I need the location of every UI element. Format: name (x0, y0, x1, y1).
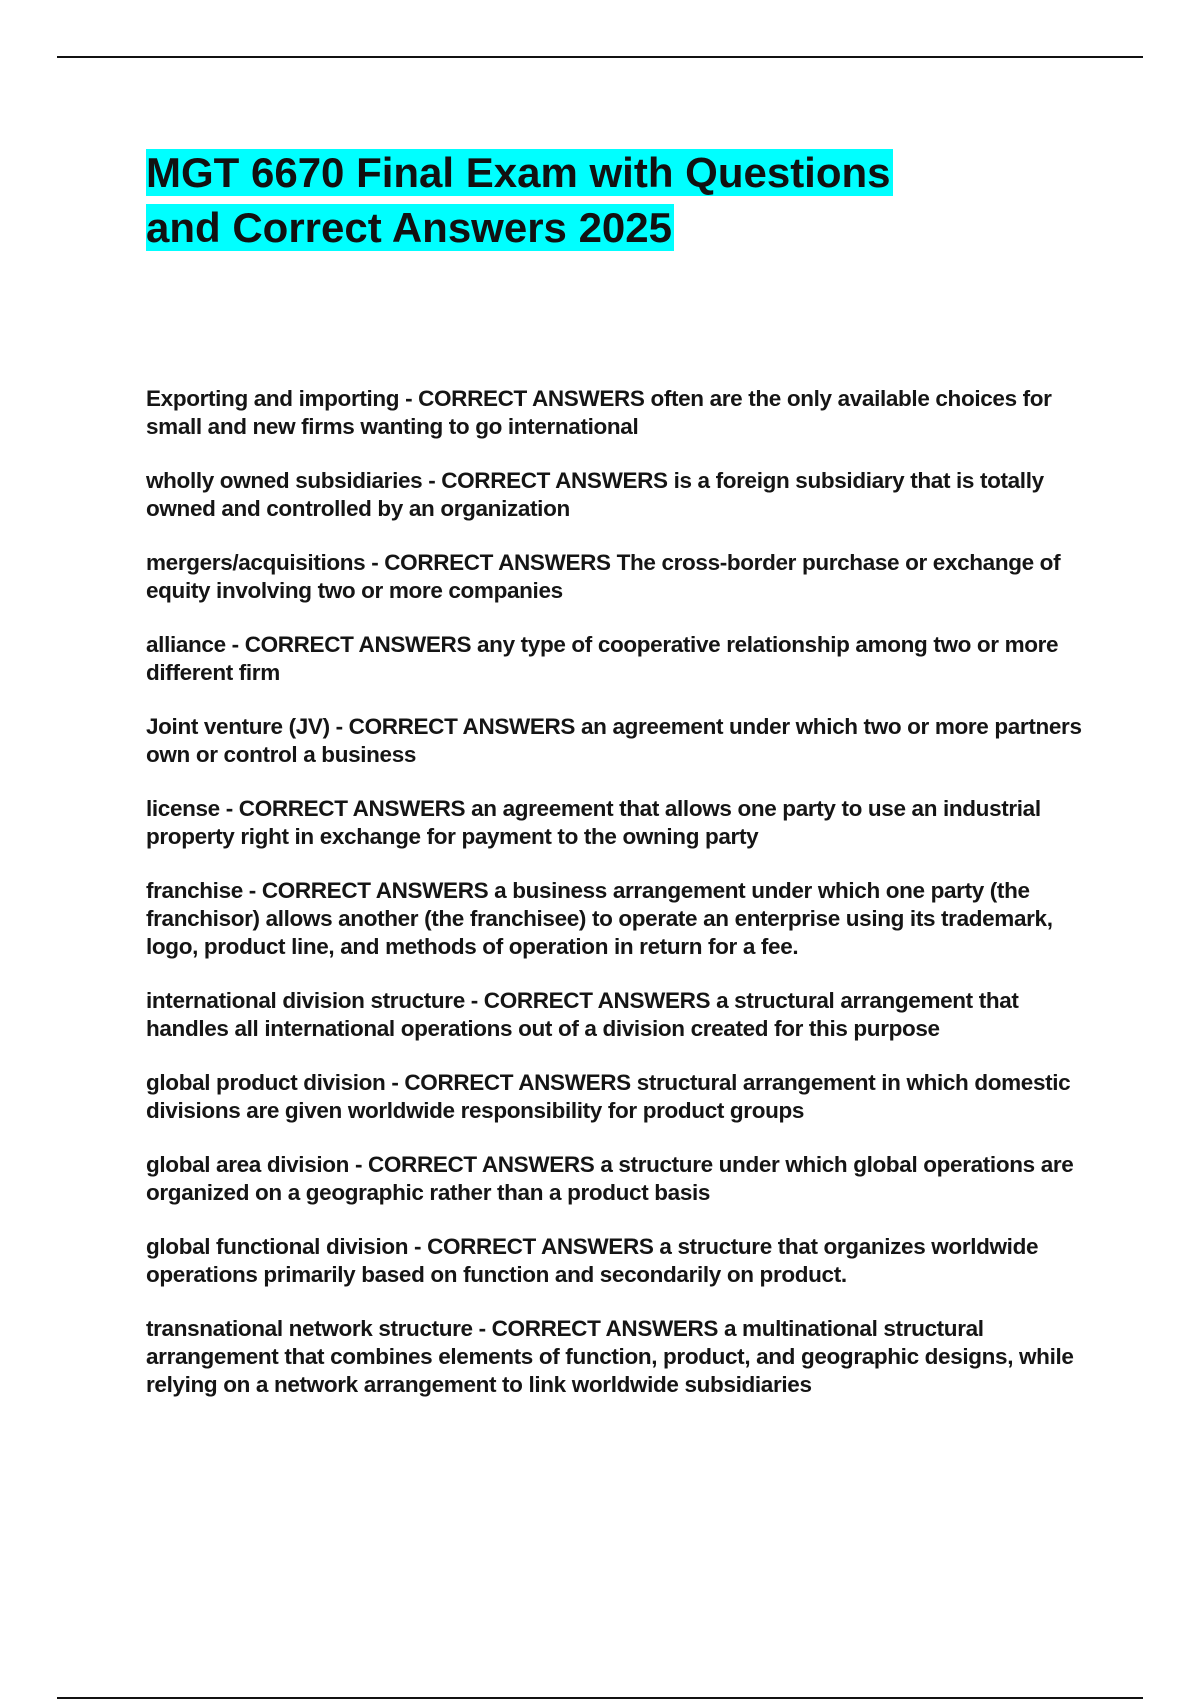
qa-entry: franchise - CORRECT ANSWERS a business arrangement under which one party (the franchisor) allows another (the franchisee) to operate an enterprise using its trademark, logo, product line, and methods of operation in return for a fee. (146, 878, 1053, 959)
title-line-2: and Correct Answers 2025 (146, 204, 673, 251)
qa-entry: alliance - CORRECT ANSWERS any type of cooperative relationship among two or more different firm (146, 632, 1059, 685)
top-divider (57, 56, 1143, 58)
qa-entry: wholly owned subsidiaries - CORRECT ANSWERS is a foreign subsidiary that is totally owned and controlled by an organization (146, 468, 1044, 521)
qa-entry: global product division - CORRECT ANSWERS structural arrangement in which domestic divisions are given worldwide responsibility for product groups (146, 1070, 1071, 1123)
qa-entry: global area division - CORRECT ANSWERS a structure under which global operations are organized on a geographic rather than a product basis (146, 1152, 1074, 1205)
qa-entry: transnational network structure - CORRECT ANSWERS a multinational structural arrangement that combines elements of function, product, and geographic designs, while relying on a network arrangement to link worldwide subsidiaries (146, 1316, 1074, 1397)
qa-entry: Joint venture (JV) - CORRECT ANSWERS an agreement under which two or more partners own or control a business (146, 714, 1082, 767)
title-line-1: MGT 6670 Final Exam with Questions (146, 149, 891, 196)
document-title (146, 145, 1006, 255)
qa-entry: mergers/acquisitions - CORRECT ANSWERS The cross-border purchase or exchange of equity involving two or more companies (146, 550, 1061, 603)
qa-entry: global functional division - CORRECT ANSWERS a structure that organizes worldwide operations primarily based on function and secondarily on product. (146, 1234, 1039, 1287)
bottom-divider (57, 1697, 1143, 1699)
qa-entry: license - CORRECT ANSWERS an agreement that allows one party to use an industrial property right in exchange for payment to the owning party (146, 796, 1041, 849)
qa-entry: Exporting and importing - CORRECT ANSWERS often are the only available choices for small and new firms wanting to go international (146, 386, 1052, 439)
qa-list (146, 385, 1096, 1425)
qa-entry: international division structure - CORRECT ANSWERS a structural arrangement that handles all international operations out of a division created for this purpose (146, 988, 1019, 1041)
